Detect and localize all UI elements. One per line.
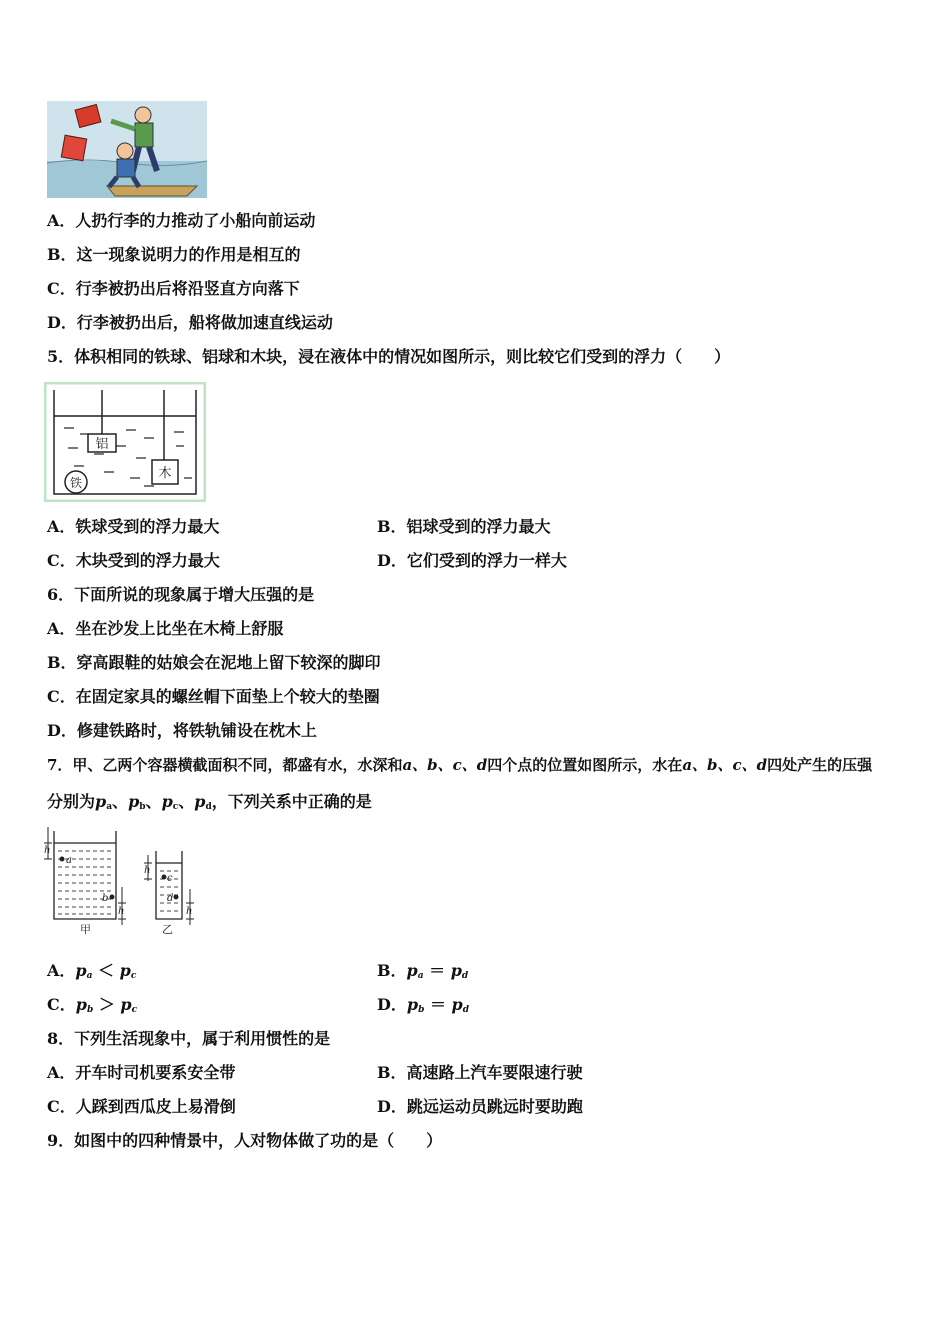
q8-stem: 8．下列生活现象中，属于利用惯性的是	[47, 1029, 331, 1048]
point-b-label: b	[102, 893, 109, 904]
q6-option-d: D．修建铁路时，将铁轨铺设在枕木上	[47, 721, 317, 740]
pa: $p_a$	[95, 792, 113, 812]
q7-points-2: a、b、c、d	[682, 756, 768, 774]
q5-option-b: B．铝球受到的浮力最大	[377, 517, 551, 536]
q4-option-c: C．行李被扔出后将沿竖直方向落下	[47, 279, 300, 298]
q7-option-a: A．$p_a < p_c$	[47, 961, 137, 981]
q7-line2-suffix: ，下列关系中正确的是	[211, 792, 372, 811]
q5-option-d: D．它们受到的浮力一样大	[377, 551, 567, 570]
h-label-c: h	[144, 865, 151, 876]
iron-label: 铁	[69, 476, 83, 490]
h-label-d: h	[186, 906, 193, 917]
containers-figure	[40, 825, 210, 937]
q6-option-b: B．穿高跟鞋的姑娘会在泥地上留下较深的脚印	[47, 653, 381, 672]
q5-stem: 5．体积相同的铁球、铝球和木块，浸在液体中的情况如图所示，则比较它们受到的浮力（ ）	[47, 347, 731, 366]
q7-stem-suffix: 四处产生的压强	[767, 756, 873, 774]
q7-stem-line1	[47, 755, 872, 775]
q7-option-b: B．$p_a = p_d$	[377, 961, 469, 981]
q6-option-c: C．在固定家具的螺丝帽下面垫上个较大的垫圈	[47, 687, 380, 706]
q4-option-d: D．行李被扔出后，船将做加速直线运动	[47, 313, 333, 332]
q9-stem: 9．如图中的四种情景中，人对物体做了功的是（ ）	[47, 1131, 443, 1150]
container-yi-label: 乙	[162, 923, 173, 936]
q7-line2-prefix: 分别为	[47, 792, 96, 811]
pb: $p_b$	[128, 792, 146, 812]
aluminum-label: 铝	[95, 437, 109, 452]
q5-option-c: C．木块受到的浮力最大	[47, 551, 220, 570]
h-label-a: h	[44, 845, 51, 856]
q4-option-b: B．这一现象说明力的作用是相互的	[47, 245, 301, 264]
q8-option-d: D．跳远运动员跳远时要助跑	[377, 1097, 583, 1116]
pd: $p_d$	[194, 792, 212, 812]
q7-points-1: a、b、c、d	[402, 756, 488, 774]
q8-option-a: A．开车时司机要系安全带	[47, 1063, 236, 1082]
q4-option-a: A．人扔行李的力推动了小船向前运动	[47, 211, 316, 230]
pc: $p_c$	[161, 792, 179, 812]
q5-option-a: A．铁球受到的浮力最大	[47, 517, 220, 536]
q7-option-c: C．$p_b > p_c$	[47, 995, 138, 1015]
q6-option-a: A．坐在沙发上比坐在木椅上舒服	[47, 619, 284, 638]
point-d-label: d	[167, 893, 174, 904]
point-c-label: c	[167, 873, 173, 884]
q7-option-d: D．$p_b = p_d$	[377, 995, 470, 1015]
point-a-label: a	[66, 855, 72, 866]
q7-stem-middle: 四个点的位置如图所示，水在	[487, 756, 683, 774]
buoyancy-tank-figure	[44, 382, 206, 502]
wood-label: 木	[158, 466, 172, 481]
q8-option-c: C．人踩到西瓜皮上易滑倒	[47, 1097, 236, 1116]
boat-luggage-illustration	[47, 101, 207, 198]
h-label-b: h	[118, 906, 125, 917]
q6-stem: 6．下面所说的现象属于增大压强的是	[47, 585, 315, 604]
q7-stem-prefix: 7．甲、乙两个容器横截面积不同，都盛有水，水深和	[47, 756, 403, 774]
container-jia-label: 甲	[80, 923, 91, 936]
q7-stem-line2: 分别为$p_a$、$p_b$、$p_c$、$p_d$，下列关系中正确的是	[47, 792, 372, 812]
q8-option-b: B．高速路上汽车要限速行驶	[377, 1063, 583, 1082]
